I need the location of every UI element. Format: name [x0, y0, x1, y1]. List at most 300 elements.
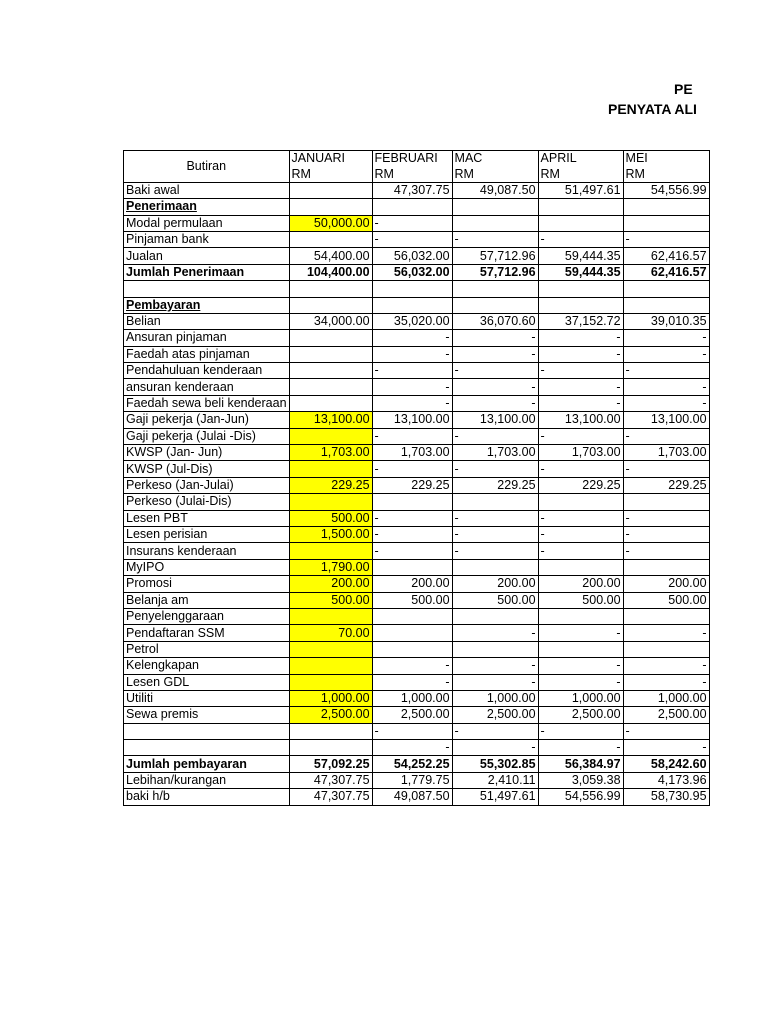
table-cell: - — [372, 658, 452, 674]
row-label-text: Jumlah Penerimaan — [126, 264, 245, 279]
table-cell: 1,703.00 — [289, 445, 372, 461]
table-cell: 13,100.00 — [623, 412, 709, 428]
table-cell: - — [623, 330, 709, 346]
table-cell — [538, 297, 623, 313]
table-cell: 39,010.35 — [623, 313, 709, 329]
table-cell — [289, 297, 372, 313]
table-cell: 56,384.97 — [538, 756, 623, 772]
table-cell — [289, 395, 372, 411]
row-label-text: ansuran kenderaan — [126, 379, 234, 394]
row-label-text: Belanja am — [126, 592, 189, 607]
table-cell: 1,000.00 — [452, 690, 538, 706]
table-cell: - — [538, 510, 623, 526]
header-row-months — [124, 151, 710, 167]
table-row — [124, 707, 710, 723]
table-row — [124, 395, 710, 411]
row-label-text: Petrol — [126, 641, 159, 656]
table-cell: - — [372, 723, 452, 739]
table-cell: 500.00 — [372, 592, 452, 608]
table-cell: 200.00 — [623, 576, 709, 592]
table-cell: 500.00 — [623, 592, 709, 608]
row-label-text: Lesen perisian — [126, 527, 208, 542]
row-label — [124, 215, 290, 231]
row-label-text: Penyelenggaraan — [126, 609, 224, 624]
row-label — [124, 297, 290, 313]
table-cell: - — [538, 379, 623, 395]
table-cell: - — [623, 428, 709, 444]
table-cell: - — [538, 543, 623, 559]
row-label-text: Promosi — [126, 576, 172, 591]
table-cell: 229.25 — [452, 477, 538, 493]
table-cell: 35,020.00 — [372, 313, 452, 329]
table-row — [124, 608, 710, 624]
row-label — [124, 559, 290, 575]
table-row — [124, 182, 710, 198]
table-cell: 3,059.38 — [538, 772, 623, 788]
table-cell — [452, 641, 538, 657]
row-label-text: Kelengkapan — [126, 658, 199, 673]
table-cell: 47,307.75 — [289, 789, 372, 805]
table-row — [124, 264, 710, 280]
table-cell: - — [372, 740, 452, 756]
table-cell: 58,730.95 — [623, 789, 709, 805]
row-label — [124, 510, 290, 526]
table-cell: 500.00 — [289, 592, 372, 608]
row-label — [124, 379, 290, 395]
table-cell — [289, 740, 372, 756]
table-cell: - — [452, 395, 538, 411]
table-row — [124, 313, 710, 329]
table-cell: 56,032.00 — [372, 248, 452, 264]
table-cell: 2,500.00 — [538, 707, 623, 723]
table-cell — [289, 658, 372, 674]
table-row — [124, 379, 710, 395]
row-label-text: Jumlah pembayaran — [126, 756, 247, 771]
row-label-text: Modal permulaan — [126, 215, 223, 230]
table-cell: 59,444.35 — [538, 264, 623, 280]
table-cell: - — [538, 330, 623, 346]
table-cell — [289, 346, 372, 362]
table-cell: - — [452, 526, 538, 542]
table-cell: - — [452, 510, 538, 526]
table-cell: - — [452, 346, 538, 362]
table-row — [124, 674, 710, 690]
table-cell — [289, 494, 372, 510]
table-cell: - — [538, 346, 623, 362]
table-cell: - — [538, 658, 623, 674]
table-cell: 34,000.00 — [289, 313, 372, 329]
row-label — [124, 330, 290, 346]
table-cell: - — [452, 723, 538, 739]
table-row — [124, 526, 710, 542]
table-cell: 37,152.72 — [538, 313, 623, 329]
table-cell: - — [372, 215, 452, 231]
row-label — [124, 625, 290, 641]
table-cell — [289, 281, 372, 297]
table-cell: - — [372, 379, 452, 395]
table-cell — [372, 297, 452, 313]
table-cell — [289, 363, 372, 379]
table-cell: 1,703.00 — [452, 445, 538, 461]
row-label — [124, 363, 290, 379]
table-row — [124, 231, 710, 247]
table-cell: - — [452, 363, 538, 379]
table-cell: - — [372, 526, 452, 542]
row-label — [124, 461, 290, 477]
row-label — [124, 313, 290, 329]
table-cell: 2,500.00 — [289, 707, 372, 723]
table-row — [124, 592, 710, 608]
table-cell — [538, 199, 623, 215]
table-cell: - — [372, 395, 452, 411]
row-label — [124, 740, 290, 756]
row-label — [124, 526, 290, 542]
table-cell — [623, 297, 709, 313]
row-label — [124, 248, 290, 264]
table-cell: 2,410.11 — [452, 772, 538, 788]
table-cell: - — [623, 723, 709, 739]
table-row — [124, 658, 710, 674]
table-cell: - — [452, 461, 538, 477]
table-cell — [289, 723, 372, 739]
header-unit: RM — [623, 166, 709, 182]
report-title-line2: PENYATA ALI — [608, 101, 697, 117]
table-cell: 49,087.50 — [452, 182, 538, 198]
row-label — [124, 789, 290, 805]
table-cell: 62,416.57 — [623, 248, 709, 264]
table-cell: 500.00 — [452, 592, 538, 608]
row-label — [124, 428, 290, 444]
table-cell: - — [538, 625, 623, 641]
table-cell: - — [623, 231, 709, 247]
table-row — [124, 789, 710, 805]
table-cell: 229.25 — [623, 477, 709, 493]
table-cell: - — [372, 231, 452, 247]
table-cell: - — [372, 428, 452, 444]
row-label-text: Faedah atas pinjaman — [126, 346, 250, 361]
table-cell — [372, 641, 452, 657]
table-cell: - — [623, 625, 709, 641]
row-label — [124, 707, 290, 723]
table-cell: - — [623, 363, 709, 379]
table-row — [124, 445, 710, 461]
header-month: MAC — [452, 151, 538, 167]
table-cell — [452, 281, 538, 297]
table-cell: 13,100.00 — [452, 412, 538, 428]
table-cell: 54,556.99 — [538, 789, 623, 805]
table-cell: 229.25 — [538, 477, 623, 493]
table-cell: - — [372, 363, 452, 379]
table-cell: 51,497.61 — [538, 182, 623, 198]
table-cell: 200.00 — [452, 576, 538, 592]
row-label-text: KWSP (Jan- Jun) — [126, 445, 223, 460]
row-label-text: Ansuran pinjaman — [126, 330, 227, 345]
row-label-text: Pendaftaran SSM — [126, 625, 225, 640]
table-cell: 4,173.96 — [623, 772, 709, 788]
row-label-text: MyIPO — [126, 559, 165, 574]
row-label-text: Pembayaran — [126, 297, 201, 312]
table-cell: 200.00 — [289, 576, 372, 592]
table-cell: 2,500.00 — [452, 707, 538, 723]
table-row — [124, 756, 710, 772]
table-cell — [623, 494, 709, 510]
table-cell — [289, 641, 372, 657]
table-row — [124, 723, 710, 739]
table-cell — [289, 674, 372, 690]
table-cell — [289, 231, 372, 247]
table-cell — [372, 608, 452, 624]
table-cell: - — [372, 543, 452, 559]
row-label-text: Penerimaan — [126, 199, 197, 214]
table-cell: 2,500.00 — [372, 707, 452, 723]
table-cell: 56,032.00 — [372, 264, 452, 280]
table-cell — [623, 281, 709, 297]
header-month: MEI — [623, 151, 709, 167]
table-cell: 49,087.50 — [372, 789, 452, 805]
table-cell: - — [538, 674, 623, 690]
table-cell: - — [372, 346, 452, 362]
row-label — [124, 182, 290, 198]
table-cell: 50,000.00 — [289, 215, 372, 231]
report-title-line1: PE — [674, 81, 693, 97]
header-unit: RM — [289, 166, 372, 182]
table-cell — [452, 199, 538, 215]
table-row — [124, 297, 710, 313]
table-cell — [289, 199, 372, 215]
row-label-text: Lebihan/kurangan — [126, 773, 227, 788]
table-cell: - — [538, 461, 623, 477]
table-cell: 13,100.00 — [289, 412, 372, 428]
table-cell: 500.00 — [538, 592, 623, 608]
table-cell: 229.25 — [289, 477, 372, 493]
header-unit: RM — [452, 166, 538, 182]
table-row — [124, 346, 710, 362]
row-label-text: Pendahuluan kenderaan — [126, 363, 263, 378]
row-label-text: Utiliti — [126, 691, 154, 706]
table-cell: - — [623, 658, 709, 674]
table-cell: - — [452, 330, 538, 346]
table-cell: 500.00 — [289, 510, 372, 526]
row-label-text: Perkeso (Julai-Dis) — [126, 494, 232, 509]
row-label — [124, 477, 290, 493]
table-cell: 200.00 — [372, 576, 452, 592]
table-cell: - — [452, 740, 538, 756]
row-label — [124, 412, 290, 428]
table-cell: - — [623, 526, 709, 542]
table-row — [124, 690, 710, 706]
table-cell — [538, 215, 623, 231]
row-label — [124, 281, 290, 297]
table-cell: 57,712.96 — [452, 248, 538, 264]
header-month: FEBRUARI — [372, 151, 452, 167]
table-cell: 54,400.00 — [289, 248, 372, 264]
row-label-text: Belian — [126, 314, 161, 329]
table-row — [124, 740, 710, 756]
row-label — [124, 494, 290, 510]
row-label — [124, 772, 290, 788]
row-label — [124, 608, 290, 624]
table-cell: 62,416.57 — [623, 264, 709, 280]
row-label — [124, 641, 290, 657]
table-cell: - — [538, 428, 623, 444]
table-cell: - — [538, 723, 623, 739]
table-row — [124, 510, 710, 526]
table-cell — [289, 428, 372, 444]
table-cell: 1,000.00 — [372, 690, 452, 706]
row-label — [124, 592, 290, 608]
table-row — [124, 330, 710, 346]
table-cell: - — [623, 346, 709, 362]
table-cell: - — [452, 625, 538, 641]
table-cell — [452, 297, 538, 313]
table-cell: 200.00 — [538, 576, 623, 592]
table-cell: 1,000.00 — [623, 690, 709, 706]
table-cell: - — [538, 740, 623, 756]
table-cell — [538, 281, 623, 297]
table-cell — [623, 559, 709, 575]
row-label — [124, 395, 290, 411]
table-row — [124, 412, 710, 428]
table-cell: - — [452, 428, 538, 444]
table-cell — [372, 281, 452, 297]
table-cell: - — [452, 543, 538, 559]
table-cell: 36,070.60 — [452, 313, 538, 329]
header-unit: RM — [538, 166, 623, 182]
table-cell: 13,100.00 — [538, 412, 623, 428]
cash-flow-table — [123, 150, 710, 806]
table-cell — [623, 641, 709, 657]
table-row — [124, 641, 710, 657]
table-cell — [372, 559, 452, 575]
row-label-text: Gaji pekerja (Julai -Dis) — [126, 428, 256, 443]
table-cell: 57,712.96 — [452, 264, 538, 280]
row-label — [124, 445, 290, 461]
table-cell — [623, 215, 709, 231]
table-row — [124, 559, 710, 575]
table-cell: - — [623, 510, 709, 526]
table-cell: 47,307.75 — [372, 182, 452, 198]
table-cell — [538, 608, 623, 624]
table-cell: - — [623, 461, 709, 477]
row-label-text: Sewa premis — [126, 707, 199, 722]
table-row — [124, 363, 710, 379]
table-cell — [452, 494, 538, 510]
table-cell: 2,500.00 — [623, 707, 709, 723]
table-cell: - — [372, 674, 452, 690]
row-label — [124, 264, 290, 280]
table-cell: 104,400.00 — [289, 264, 372, 280]
table-cell — [289, 608, 372, 624]
table-row — [124, 199, 710, 215]
row-label-text: KWSP (Jul-Dis) — [126, 461, 213, 476]
table-cell — [452, 559, 538, 575]
table-cell: - — [538, 395, 623, 411]
table-cell: 1,500.00 — [289, 526, 372, 542]
table-cell: 58,242.60 — [623, 756, 709, 772]
table-cell: - — [452, 674, 538, 690]
table-cell: 1,000.00 — [289, 690, 372, 706]
row-label-text: baki h/b — [126, 789, 170, 804]
table-body — [124, 182, 710, 805]
row-label-text: Insurans kenderaan — [126, 543, 237, 558]
table-cell: - — [372, 461, 452, 477]
table-cell: - — [623, 740, 709, 756]
row-label — [124, 346, 290, 362]
table-cell: 1,703.00 — [372, 445, 452, 461]
header-butiran: Butiran — [124, 151, 290, 183]
row-label — [124, 690, 290, 706]
table-cell: - — [623, 379, 709, 395]
row-label-text: Lesen PBT — [126, 510, 188, 525]
header-unit: RM — [372, 166, 452, 182]
table-cell: 51,497.61 — [452, 789, 538, 805]
row-label-text: Perkeso (Jan-Julai) — [126, 478, 234, 492]
table-row — [124, 461, 710, 477]
table-cell: 229.25 — [372, 477, 452, 493]
table-cell: 54,556.99 — [623, 182, 709, 198]
row-label — [124, 199, 290, 215]
row-label-text: Gaji pekerja (Jan-Jun) — [126, 412, 249, 427]
table-row — [124, 248, 710, 264]
table-cell — [372, 625, 452, 641]
table-cell: - — [372, 510, 452, 526]
row-label — [124, 674, 290, 690]
row-label — [124, 756, 290, 772]
table-cell: - — [452, 231, 538, 247]
table-cell — [372, 494, 452, 510]
table-cell: 54,252.25 — [372, 756, 452, 772]
table-cell: 1,790.00 — [289, 559, 372, 575]
table-row — [124, 428, 710, 444]
table-row — [124, 625, 710, 641]
table-row — [124, 477, 710, 493]
table-row — [124, 772, 710, 788]
row-label-text: Jualan — [126, 248, 163, 263]
table-row — [124, 576, 710, 592]
row-label — [124, 576, 290, 592]
table-row — [124, 543, 710, 559]
table-cell: - — [452, 658, 538, 674]
table-cell: 1,703.00 — [623, 445, 709, 461]
table-cell — [372, 199, 452, 215]
table-cell — [452, 215, 538, 231]
table-cell — [623, 608, 709, 624]
row-label — [124, 723, 290, 739]
row-label — [124, 543, 290, 559]
table-cell — [452, 608, 538, 624]
row-label-text: Lesen GDL — [126, 674, 190, 689]
table-cell: - — [538, 526, 623, 542]
table-cell: - — [623, 395, 709, 411]
row-label — [124, 658, 290, 674]
row-label-text: Pinjaman bank — [126, 232, 209, 247]
table-cell — [538, 494, 623, 510]
table-cell: 1,779.75 — [372, 772, 452, 788]
table-cell: - — [623, 543, 709, 559]
table-cell: - — [538, 231, 623, 247]
table-cell: - — [452, 379, 538, 395]
header-month: JANUARI — [289, 151, 372, 167]
table-cell — [289, 543, 372, 559]
table-cell — [538, 641, 623, 657]
header-month: APRIL — [538, 151, 623, 167]
table-cell — [289, 330, 372, 346]
table-row — [124, 494, 710, 510]
table-cell: 57,092.25 — [289, 756, 372, 772]
table-row — [124, 281, 710, 297]
table-cell: - — [372, 330, 452, 346]
row-label — [124, 231, 290, 247]
